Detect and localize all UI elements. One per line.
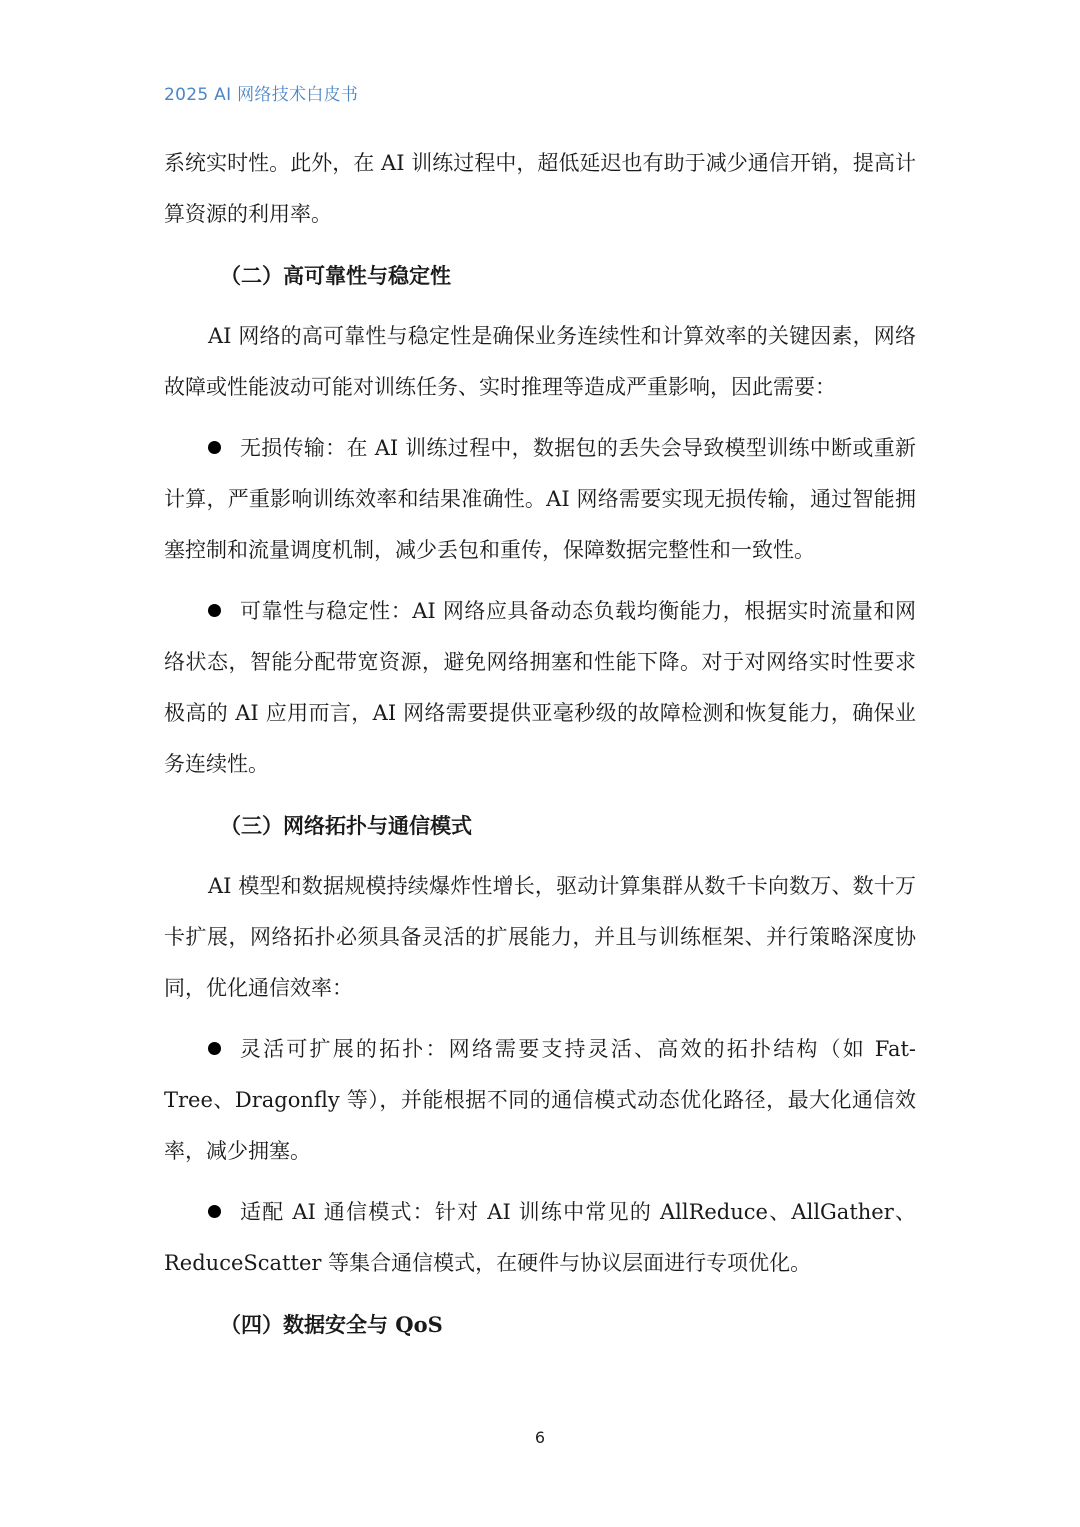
bullet-item-lossless (164, 423, 916, 576)
bullet-dot-icon (208, 1205, 221, 1218)
bullet-text: 适配 AI 通信模式：针对 AI 训练中常见的 AllReduce、AllGather、ReduceScatter 等集合通信模式，在硬件与协议层面进行专项优化。 (164, 1200, 916, 1275)
bullet-text: 可靠性与稳定性：AI 网络应具备动态负载均衡能力，根据实时流量和网络状态，智能分配带宽资源，避免网络拥塞和性能下降。对于对网络实时性要求极高的 AI 应用而言，AI 网络需要提供亚毫秒级的故障检测和恢复能力，确保业务连续性。 (164, 599, 916, 776)
paragraph-continuation: 系统实时性。此外，在 AI 训练过程中，超低延迟也有助于减少通信开销，提高计算资源的利用率。 (164, 151, 916, 226)
section-heading-security-qos: （四）数据安全与 QoS (220, 1312, 443, 1337)
bullet-dot-icon (208, 1042, 221, 1055)
page-number: 6 (534, 1428, 546, 1447)
paragraph-topology-intro: AI 模型和数据规模持续爆炸性增长，驱动计算集群从数千卡向数万、数十万卡扩展，网络拓扑必须具备灵活的扩展能力，并且与训练框架、并行策略深度协同，优化通信效率： (164, 874, 916, 1000)
page-content (164, 138, 916, 1350)
bullet-item-communication-modes (164, 1187, 916, 1289)
bullet-text: 灵活可扩展的拓扑：网络需要支持灵活、高效的拓扑结构（如 Fat-Tree、Dragonfly 等），并能根据不同的通信模式动态优化路径，最大化通信效率，减少拥塞。 (164, 1037, 916, 1163)
bullet-item-flexible-topology (164, 1024, 916, 1177)
section-heading-reliability: （二）高可靠性与稳定性 (220, 263, 451, 288)
section-heading-topology: （三）网络拓扑与通信模式 (220, 813, 472, 838)
bullet-dot-icon (208, 441, 221, 454)
bullet-item-stability (164, 586, 916, 790)
paragraph-reliability-intro: AI 网络的高可靠性与稳定性是确保业务连续性和计算效率的关键因素，网络故障或性能波动可能对训练任务、实时推理等造成严重影响，因此需要： (164, 324, 916, 399)
bullet-dot-icon (208, 604, 221, 617)
bullet-text: 无损传输：在 AI 训练过程中，数据包的丢失会导致模型训练中断或重新计算，严重影响训练效率和结果准确性。AI 网络需要实现无损传输，通过智能拥塞控制和流量调度机制，减少丢包和重传，保障数据完整性和一致性。 (164, 436, 916, 562)
document-header-title: 2025 AI 网络技术白皮书 (164, 85, 359, 105)
